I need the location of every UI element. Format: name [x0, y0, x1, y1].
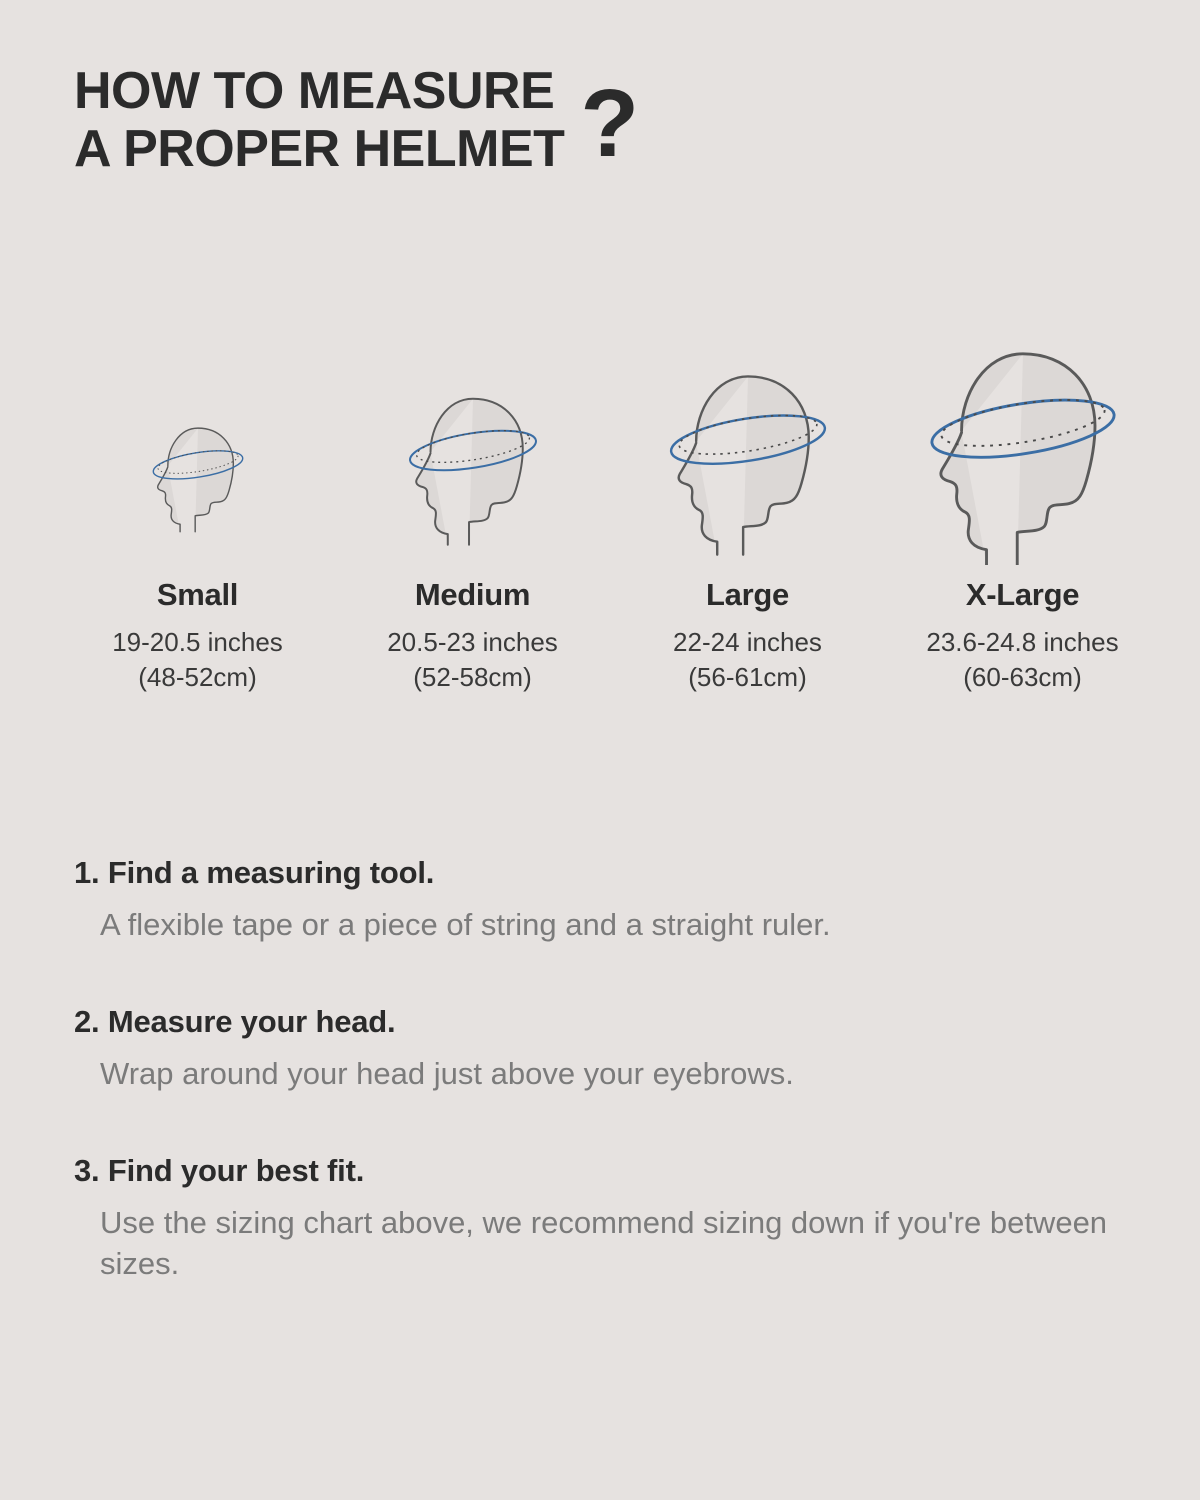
step-body: A flexible tape or a piece of string and a straight ruler.	[100, 907, 831, 942]
title-line-1: HOW TO MEASURE	[74, 62, 555, 120]
list-item	[74, 1153, 1144, 1285]
head-profile-icon	[98, 330, 298, 565]
size-label: Small	[156, 577, 239, 612]
head-profile-icon	[623, 330, 873, 565]
size-column-large	[610, 330, 885, 695]
instructions-list	[74, 855, 1144, 1285]
step-title: 3. Find your best fit.	[74, 1152, 365, 1188]
head-profile-icon	[888, 330, 1158, 565]
size-cm: (52-58cm)	[413, 662, 532, 693]
size-label: X-Large	[965, 577, 1080, 612]
size-column-medium	[335, 330, 610, 695]
size-inches: 19-20.5 inches	[112, 627, 283, 657]
step-body: Wrap around your head just above your eyebrows.	[100, 1055, 794, 1091]
size-cm: (48-52cm)	[138, 662, 257, 693]
title-line-2: A PROPER HELMET	[74, 120, 565, 179]
step-title: 2. Measure your head.	[74, 1003, 396, 1039]
size-inches: 22-24 inches	[673, 627, 822, 657]
size-column-xlarge	[885, 330, 1160, 695]
size-chart	[60, 330, 1160, 695]
size-label: Large	[706, 577, 789, 612]
size-cm: (56-61cm)	[688, 662, 807, 693]
size-column-small	[60, 330, 335, 695]
size-inches: 23.6-24.8 inches	[926, 627, 1119, 657]
step-title: 1. Find a measuring tool.	[74, 855, 435, 890]
step-body: Use the sizing chart above, we recommend sizing down if you're between sizes.	[100, 1204, 1108, 1281]
size-cm: (60-63cm)	[963, 662, 1082, 693]
list-item	[74, 855, 1144, 946]
page-title	[74, 62, 1074, 178]
size-label: Medium	[414, 577, 531, 612]
question-mark-icon: ?	[580, 69, 640, 177]
size-inches: 20.5-23 inches	[387, 627, 558, 657]
head-profile-icon	[358, 330, 588, 565]
list-item	[74, 1004, 1144, 1095]
